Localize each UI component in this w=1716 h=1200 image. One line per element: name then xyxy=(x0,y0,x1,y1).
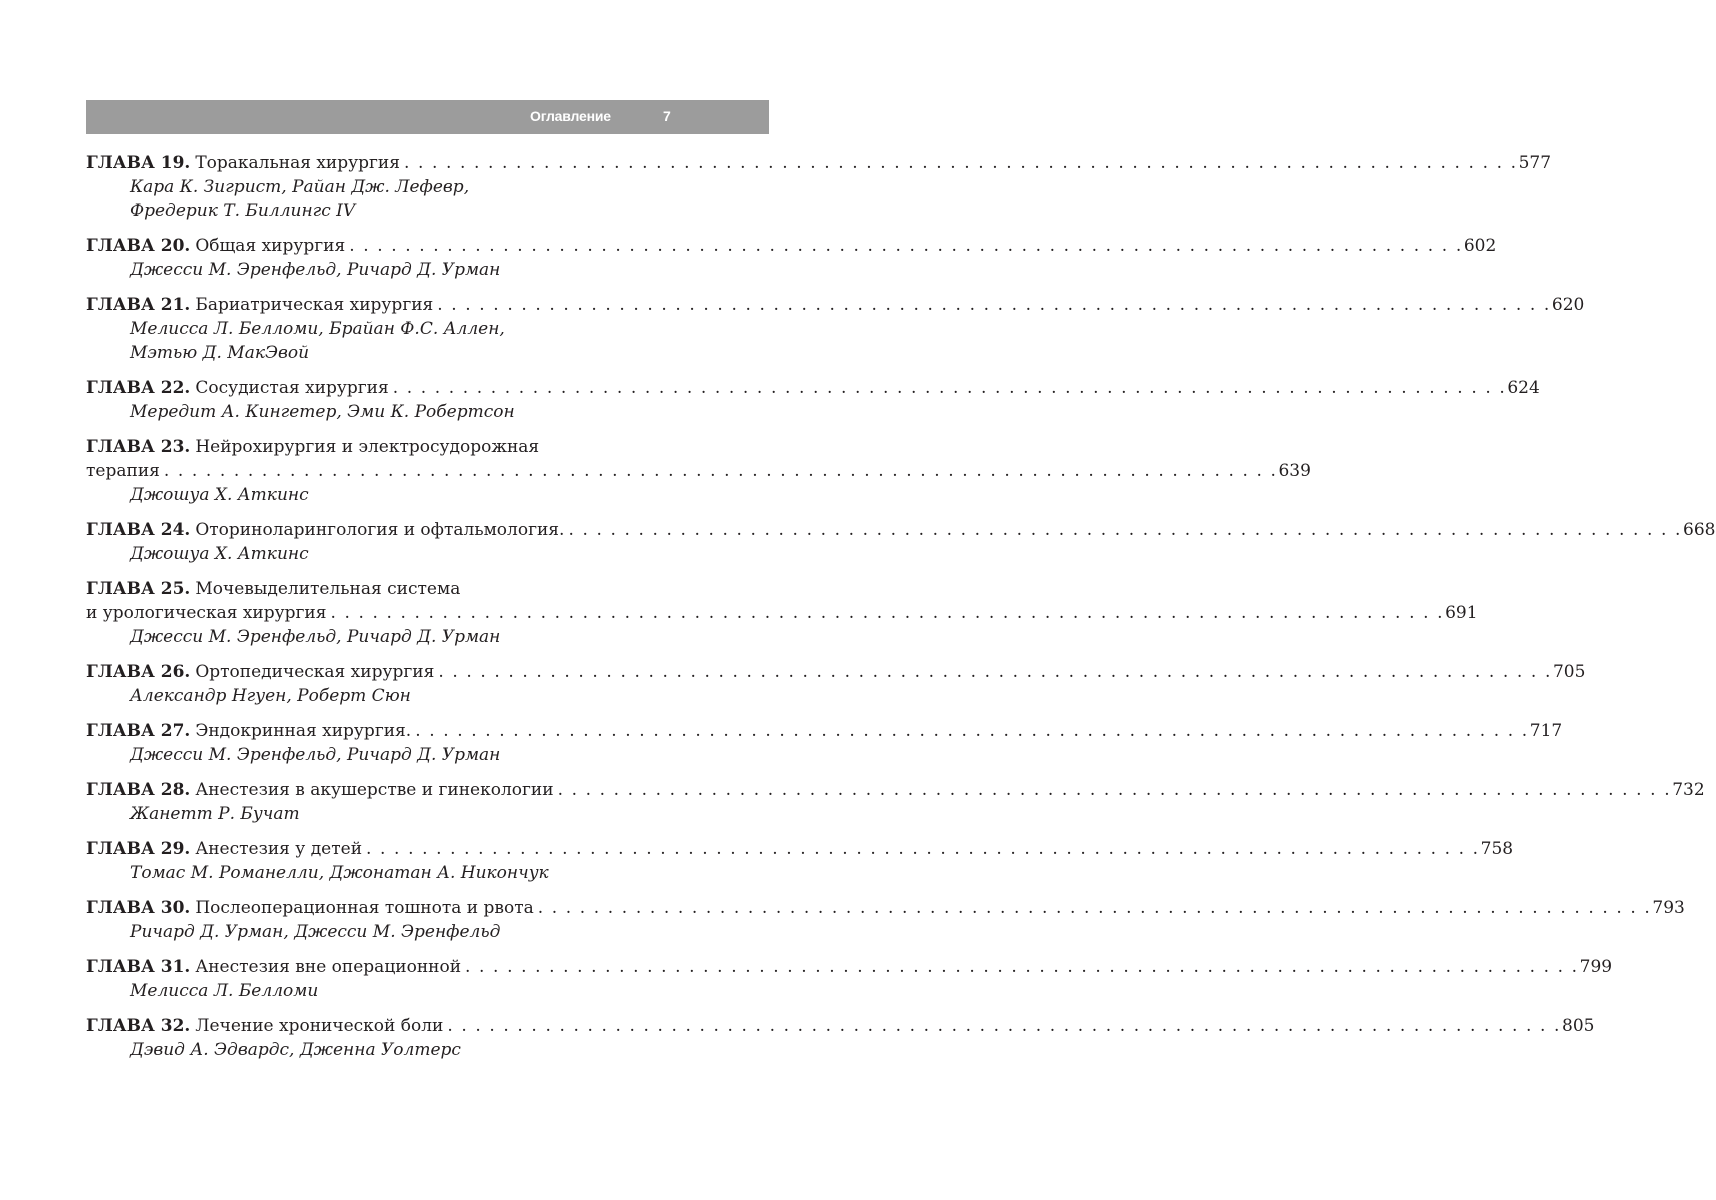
toc-entry xyxy=(86,660,1586,708)
toc-entry-title-continuation xyxy=(86,601,1478,625)
chapter-authors: Александр Нгуен, Роберт Сюн xyxy=(130,686,411,706)
dot-leader: . . . . . . . . . . . . . . . . . . . . . . . . . . . . . . . . . . . . . . . . . . . . . . . . . . . . . . . . . . . . . . . . . . . . . . . . . . . . . . . . xyxy=(330,603,1445,623)
toc-entry-title-line xyxy=(86,955,1613,979)
chapter-title: Оториноларингология и офтальмология. xyxy=(195,520,565,540)
chapter-label: ГЛАВА 28. xyxy=(86,780,191,800)
dot-leader: . . . . . . . . . . . . . . . . . . . . . . . . . . . . . . . . . . . . . . . . . . . . . . . . . . . . . . . . . . . . . . . . . . . . . . . . . . . . . . . . xyxy=(438,662,1552,682)
toc-entry xyxy=(86,719,1563,767)
toc-entry xyxy=(86,1014,1595,1062)
toc-entry-title-line xyxy=(86,293,1585,317)
toc-entry-title-line xyxy=(86,435,673,459)
chapter-title: Послеоперационная тошнота и рвота xyxy=(195,898,534,918)
toc-entry xyxy=(86,435,1311,507)
chapter-label: ГЛАВА 32. xyxy=(86,1016,191,1036)
chapter-page-number: 691 xyxy=(1445,603,1478,623)
toc-entry-title-line xyxy=(86,660,1586,684)
table-of-contents xyxy=(86,151,1716,1073)
chapter-authors: Джошуа Х. Аткинс xyxy=(130,544,309,564)
chapter-label: ГЛАВА 30. xyxy=(86,898,191,918)
toc-entry-title-line xyxy=(86,719,1563,743)
chapter-title-continuation: и урологическая хирургия xyxy=(86,603,327,623)
toc-entry-title-line xyxy=(86,376,1540,400)
chapter-page-number: 577 xyxy=(1518,153,1552,173)
chapter-title: Мочевыделительная система xyxy=(195,579,461,599)
dot-leader: . . . . . . . . . . . . . . . . . . . . . . . . . . . . . . . . . . . . . . . . . . . . . . . . . . . . . . . . . . . . . . . . . . . . . . . . . . . . . . . . xyxy=(392,378,1507,398)
chapter-title: Торакальная хирургия xyxy=(195,153,400,173)
toc-entry-title-line xyxy=(86,577,673,601)
chapter-page-number: 602 xyxy=(1463,236,1497,256)
toc-entry-title-line xyxy=(86,151,1552,175)
toc-entry xyxy=(86,577,1478,649)
chapter-page-number: 705 xyxy=(1552,662,1586,682)
chapter-label: ГЛАВА 26. xyxy=(86,662,191,682)
chapter-authors: Джошуа Х. Аткинс xyxy=(130,485,309,505)
dot-leader: . . . . . . . . . . . . . . . . . . . . . . . . . . . . . . . . . . . . . . . . . . . . . . . . . . . . . . . . . . . . . . . . . . . . . . . . . . . . . . . . xyxy=(163,461,1278,481)
chapter-page-number: 639 xyxy=(1278,461,1311,481)
running-header-title: Оглавление xyxy=(530,108,611,124)
chapter-authors: Джесси М. Эренфельд, Ричард Д. Урман xyxy=(130,627,501,647)
chapter-page-number: 799 xyxy=(1579,957,1613,977)
toc-entry xyxy=(86,293,1585,365)
chapter-label: ГЛАВА 25. xyxy=(86,579,191,599)
chapter-authors: Джесси М. Эренфельд, Ричард Д. Урман xyxy=(130,260,501,280)
chapter-label: ГЛАВА 21. xyxy=(86,295,191,315)
toc-entry xyxy=(86,376,1540,424)
chapter-authors: Жанетт Р. Бучат xyxy=(130,804,300,824)
toc-entry xyxy=(86,518,1716,566)
toc-entry xyxy=(86,955,1613,1003)
dot-leader: . . . . . . . . . . . . . . . . . . . . . . . . . . . . . . . . . . . . . . . . . . . . . . . . . . . . . . . . . . . . . . . . . . . . . . . . . . . . . . . . xyxy=(403,153,1518,173)
chapter-title-continuation: терапия xyxy=(86,461,160,481)
toc-entry-title-line xyxy=(86,234,1497,258)
chapter-label: ГЛАВА 20. xyxy=(86,236,191,256)
chapter-title: Эндокринная хирургия. xyxy=(195,721,412,741)
chapter-authors: Фредерик Т. Биллингс IV xyxy=(130,201,356,221)
dot-leader: . . . . . . . . . . . . . . . . . . . . . . . . . . . . . . . . . . . . . . . . . . . . . . . . . . . . . . . . . . . . . . . . . . . . . . . . . . . . . . . . xyxy=(557,780,1672,800)
chapter-title: Бариатрическая хирургия xyxy=(195,295,434,315)
toc-entry-title-line xyxy=(86,896,1685,920)
dot-leader: . . . . . . . . . . . . . . . . . . . . . . . . . . . . . . . . . . . . . . . . . . . . . . . . . . . . . . . . . . . . . . . . . . . . . . . . . . . . . . . . xyxy=(447,1016,1561,1036)
chapter-authors: Мелисса Л. Белломи xyxy=(130,981,319,1001)
chapter-title: Лечение хронической боли xyxy=(195,1016,444,1036)
chapter-authors: Мэтью Д. МакЭвой xyxy=(130,343,310,363)
chapter-page-number: 805 xyxy=(1562,1016,1595,1036)
dot-leader: . . . . . . . . . . . . . . . . . . . . . . . . . . . . . . . . . . . . . . . . . . . . . . . . . . . . . . . . . . . . . . . . . . . . . . . . . . . . . . . . xyxy=(349,236,1463,256)
toc-entry-title-line xyxy=(86,1014,1595,1038)
toc-entry xyxy=(86,234,1497,282)
chapter-authors: Кара К. Зигрист, Райан Дж. Лефевр, xyxy=(130,177,470,197)
toc-entry xyxy=(86,151,1552,223)
chapter-title: Сосудистая хирургия xyxy=(195,378,389,398)
chapter-title: Общая хирургия xyxy=(195,236,346,256)
running-header-page-number: 7 xyxy=(663,108,671,124)
toc-entry xyxy=(86,896,1685,944)
chapter-authors: Ричард Д. Урман, Джесси М. Эренфельд xyxy=(130,922,501,942)
chapter-authors: Мередит А. Кингетер, Эми К. Робертсон xyxy=(130,402,515,422)
dot-leader: . . . . . . . . . . . . . . . . . . . . . . . . . . . . . . . . . . . . . . . . . . . . . . . . . . . . . . . . . . . . . . . . . . . . . . . . . . . . . . . . xyxy=(366,839,1480,859)
chapter-authors: Джесси М. Эренфельд, Ричард Д. Урман xyxy=(130,745,501,765)
chapter-label: ГЛАВА 24. xyxy=(86,520,191,540)
chapter-label: ГЛАВА 22. xyxy=(86,378,191,398)
toc-entry-title-line xyxy=(86,778,1705,802)
toc-entry xyxy=(86,837,1514,885)
chapter-label: ГЛАВА 23. xyxy=(86,437,191,457)
dot-leader: . . . . . . . . . . . . . . . . . . . . . . . . . . . . . . . . . . . . . . . . . . . . . . . . . . . . . . . . . . . . . . . . . . . . . . . . . . . . . . . . xyxy=(437,295,1551,315)
chapter-label: ГЛАВА 19. xyxy=(86,153,191,173)
dot-leader: . . . . . . . . . . . . . . . . . . . . . . . . . . . . . . . . . . . . . . . . . . . . . . . . . . . . . . . . . . . . . . . . . . . . . . . . . . . . . . . . xyxy=(568,520,1683,540)
toc-entry-title-line xyxy=(86,518,1716,542)
chapter-page-number: 717 xyxy=(1529,721,1563,741)
chapter-page-number: 668 xyxy=(1683,520,1716,540)
chapter-label: ГЛАВА 29. xyxy=(86,839,191,859)
chapter-title: Ортопедическая хирургия xyxy=(195,662,435,682)
chapter-title: Анестезия у детей xyxy=(195,839,363,859)
toc-entry-title-continuation xyxy=(86,459,1311,483)
dot-leader: . . . . . . . . . . . . . . . . . . . . . . . . . . . . . . . . . . . . . . . . . . . . . . . . . . . . . . . . . . . . . . . . . . . . . . . . . . . . . . . . xyxy=(537,898,1652,918)
chapter-authors: Дэвид А. Эдвардс, Дженна Уолтерс xyxy=(130,1040,461,1060)
chapter-authors: Мелисса Л. Белломи, Брайан Ф.С. Аллен, xyxy=(130,319,505,339)
chapter-label: ГЛАВА 31. xyxy=(86,957,191,977)
dot-leader: . . . . . . . . . . . . . . . . . . . . . . . . . . . . . . . . . . . . . . . . . . . . . . . . . . . . . . . . . . . . . . . . . . . . . . . . . . . . . . . . xyxy=(465,957,1579,977)
toc-entry xyxy=(86,778,1705,826)
chapter-page-number: 758 xyxy=(1480,839,1514,859)
chapter-title: Анестезия в акушерстве и гинекологии xyxy=(195,780,554,800)
chapter-page-number: 624 xyxy=(1507,378,1540,398)
chapter-page-number: 620 xyxy=(1551,295,1585,315)
chapter-label: ГЛАВА 27. xyxy=(86,721,191,741)
toc-entry-title-line xyxy=(86,837,1514,861)
chapter-authors: Томас М. Романелли, Джонатан А. Никончук xyxy=(130,863,549,883)
chapter-title: Анестезия вне операционной xyxy=(195,957,462,977)
dot-leader: . . . . . . . . . . . . . . . . . . . . . . . . . . . . . . . . . . . . . . . . . . . . . . . . . . . . . . . . . . . . . . . . . . . . . . . . . . . . . . . . xyxy=(415,721,1529,741)
chapter-page-number: 732 xyxy=(1672,780,1705,800)
chapter-page-number: 793 xyxy=(1652,898,1685,918)
chapter-title: Нейрохирургия и электросудорожная xyxy=(195,437,540,457)
